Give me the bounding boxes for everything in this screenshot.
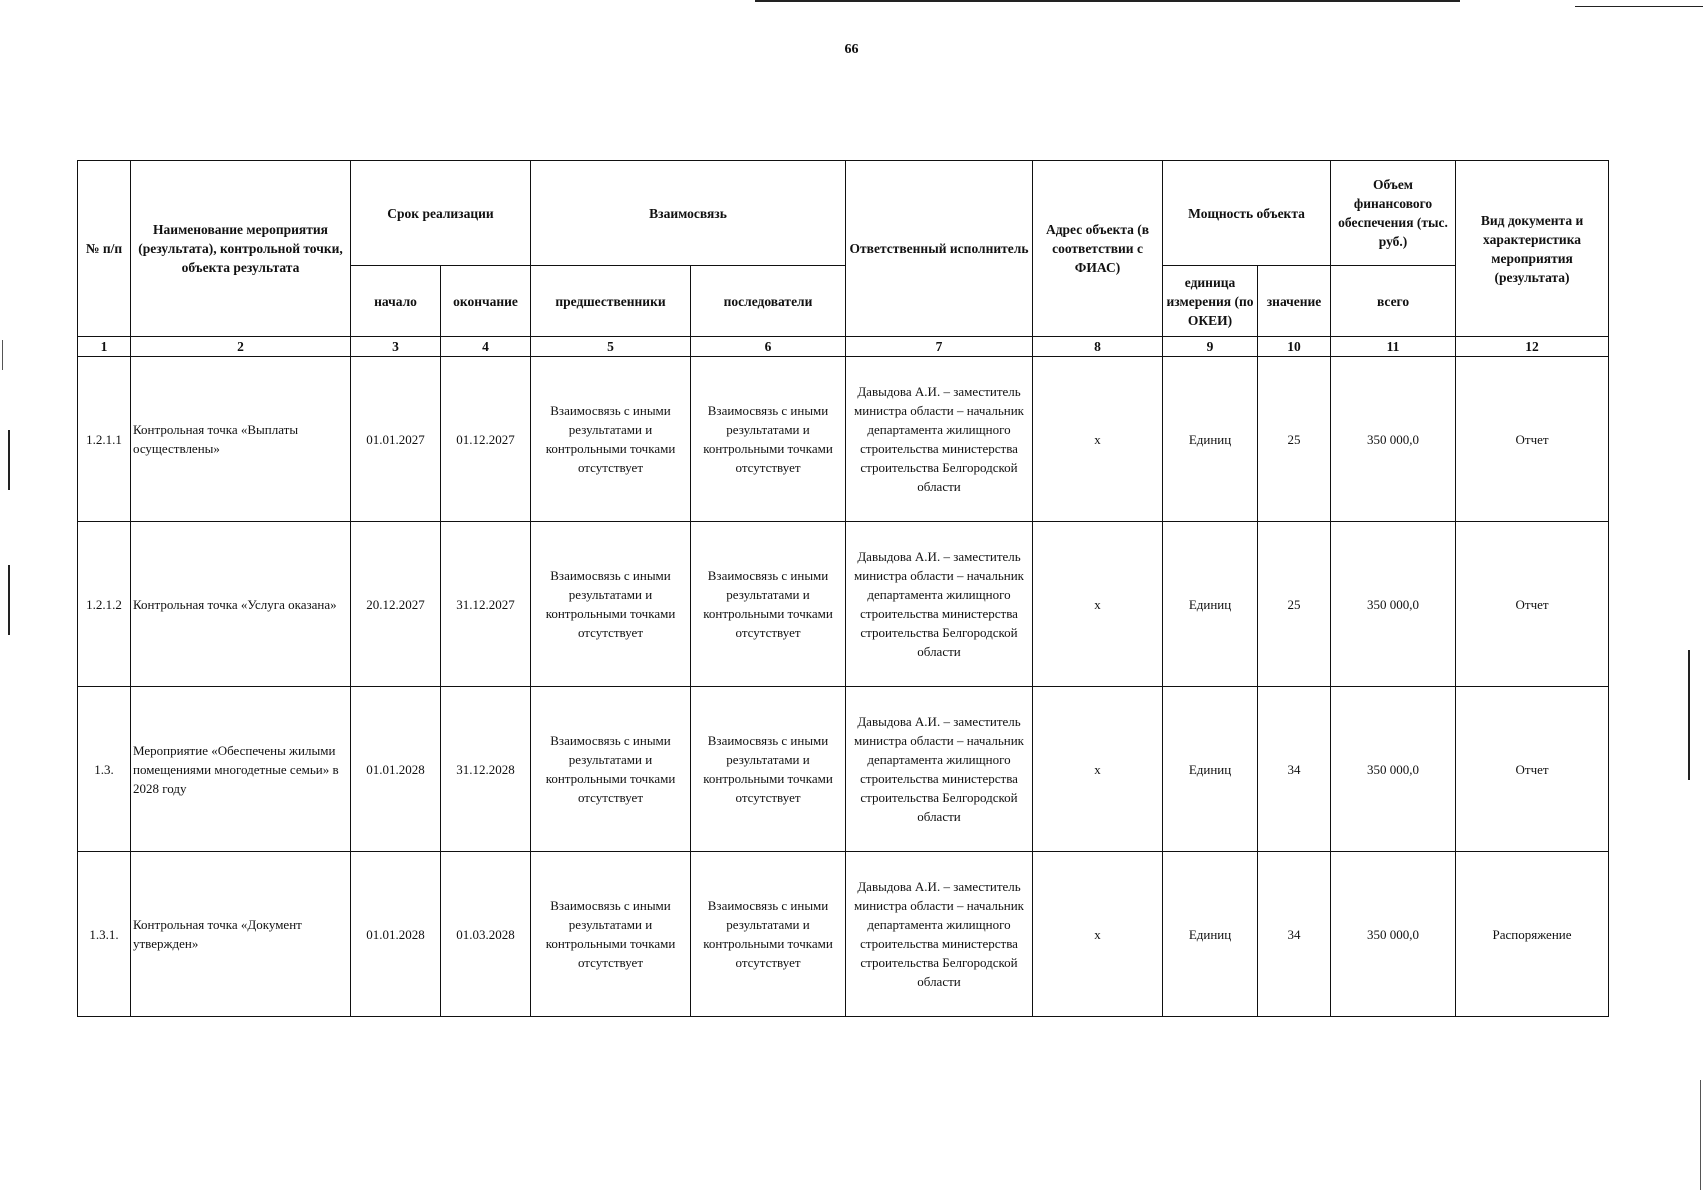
cell-succ: Взаимосвязь с иными результатами и контрольными точками отсутствует — [691, 852, 846, 1017]
cell-value: 25 — [1258, 357, 1331, 522]
cell-total: 350 000,0 — [1331, 522, 1456, 687]
cell-executor: Давыдова А.И. – заместитель министра области – начальник департамента жилищного строительства министерства строительства Белгородской области — [846, 852, 1033, 1017]
header-address: Адрес объекта (в соответствии с ФИАС) — [1033, 161, 1163, 337]
header-capacity-value: значение — [1258, 266, 1331, 337]
cell-succ: Взаимосвязь с иными результатами и контрольными точками отсутствует — [691, 522, 846, 687]
scan-artifact-right-2 — [1700, 1080, 1701, 1190]
header-period-start: начало — [351, 266, 441, 337]
cell-num: 1.2.1.1 — [78, 357, 131, 522]
table-row — [78, 687, 1609, 852]
cell-succ: Взаимосвязь с иными результатами и контрольными точками отсутствует — [691, 357, 846, 522]
cell-name: Контрольная точка «Услуга оказана» — [131, 522, 351, 687]
column-number: 4 — [441, 337, 531, 357]
cell-total: 350 000,0 — [1331, 687, 1456, 852]
header-name: Наименование мероприятия (результата), контрольной точки, объекта результата — [131, 161, 351, 337]
cell-document: Отчет — [1456, 522, 1609, 687]
column-number: 8 — [1033, 337, 1163, 357]
scan-artifact-top — [755, 0, 1460, 2]
header-relation-pred: предшественники — [531, 266, 691, 337]
header-period: Срок реализации — [351, 161, 531, 266]
column-number: 3 — [351, 337, 441, 357]
cell-start: 01.01.2028 — [351, 687, 441, 852]
column-number: 11 — [1331, 337, 1456, 357]
scan-artifact-left-2 — [8, 430, 10, 490]
cell-end: 01.12.2027 — [441, 357, 531, 522]
scan-artifact-right — [1688, 650, 1690, 780]
cell-end: 01.03.2028 — [441, 852, 531, 1017]
cell-start: 01.01.2027 — [351, 357, 441, 522]
column-number: 5 — [531, 337, 691, 357]
cell-document: Отчет — [1456, 357, 1609, 522]
column-number: 6 — [691, 337, 846, 357]
header-document: Вид документа и характеристика мероприятия (результата) — [1456, 161, 1609, 337]
cell-num: 1.2.1.2 — [78, 522, 131, 687]
cell-document: Распоряжение — [1456, 852, 1609, 1017]
page-number: 66 — [844, 42, 859, 57]
column-number: 9 — [1163, 337, 1258, 357]
cell-start: 01.01.2028 — [351, 852, 441, 1017]
cell-num: 1.3. — [78, 687, 131, 852]
cell-value: 25 — [1258, 522, 1331, 687]
cell-address: х — [1033, 852, 1163, 1017]
scan-artifact-left — [2, 340, 3, 370]
column-number: 1 — [78, 337, 131, 357]
header-relation: Взаимосвязь — [531, 161, 846, 266]
cell-unit: Единиц — [1163, 687, 1258, 852]
cell-num: 1.3.1. — [78, 852, 131, 1017]
header-capacity-unit: единица измерения (по ОКЕИ) — [1163, 266, 1258, 337]
header-capacity: Мощность объекта — [1163, 161, 1331, 266]
cell-end: 31.12.2028 — [441, 687, 531, 852]
cell-unit: Единиц — [1163, 357, 1258, 522]
header-finance-total: всего — [1331, 266, 1456, 337]
cell-executor: Давыдова А.И. – заместитель министра области – начальник департамента жилищного строительства министерства строительства Белгородской области — [846, 357, 1033, 522]
plan-table — [77, 160, 1609, 1017]
cell-name: Мероприятие «Обеспечены жилыми помещениями многодетные семьи» в 2028 году — [131, 687, 351, 852]
cell-end: 31.12.2027 — [441, 522, 531, 687]
cell-unit: Единиц — [1163, 522, 1258, 687]
column-number: 7 — [846, 337, 1033, 357]
scan-artifact-left-3 — [8, 565, 10, 635]
cell-address: х — [1033, 687, 1163, 852]
header-relation-succ: последователи — [691, 266, 846, 337]
cell-unit: Единиц — [1163, 852, 1258, 1017]
cell-pred: Взаимосвязь с иными результатами и контрольными точками отсутствует — [531, 357, 691, 522]
header-num: № п/п — [78, 161, 131, 337]
cell-total: 350 000,0 — [1331, 357, 1456, 522]
header-executor: Ответственный исполнитель — [846, 161, 1033, 337]
table-row — [78, 522, 1609, 687]
cell-executor: Давыдова А.И. – заместитель министра области – начальник департамента жилищного строительства министерства строительства Белгородской области — [846, 522, 1033, 687]
header-finance: Объем финансового обеспечения (тыс. руб.) — [1331, 161, 1456, 266]
cell-pred: Взаимосвязь с иными результатами и контрольными точками отсутствует — [531, 852, 691, 1017]
cell-address: х — [1033, 357, 1163, 522]
cell-name: Контрольная точка «Выплаты осуществлены» — [131, 357, 351, 522]
cell-pred: Взаимосвязь с иными результатами и контрольными точками отсутствует — [531, 522, 691, 687]
cell-address: х — [1033, 522, 1163, 687]
column-number: 2 — [131, 337, 351, 357]
cell-value: 34 — [1258, 687, 1331, 852]
cell-start: 20.12.2027 — [351, 522, 441, 687]
cell-pred: Взаимосвязь с иными результатами и контрольными точками отсутствует — [531, 687, 691, 852]
scan-artifact-top-right — [1575, 6, 1703, 7]
cell-executor: Давыдова А.И. – заместитель министра области – начальник департамента жилищного строительства министерства строительства Белгородской области — [846, 687, 1033, 852]
table-row — [78, 357, 1609, 522]
column-number: 12 — [1456, 337, 1609, 357]
cell-document: Отчет — [1456, 687, 1609, 852]
header-period-end: окончание — [441, 266, 531, 337]
cell-value: 34 — [1258, 852, 1331, 1017]
cell-total: 350 000,0 — [1331, 852, 1456, 1017]
cell-succ: Взаимосвязь с иными результатами и контрольными точками отсутствует — [691, 687, 846, 852]
cell-name: Контрольная точка «Документ утвержден» — [131, 852, 351, 1017]
column-number: 10 — [1258, 337, 1331, 357]
table-row — [78, 852, 1609, 1017]
